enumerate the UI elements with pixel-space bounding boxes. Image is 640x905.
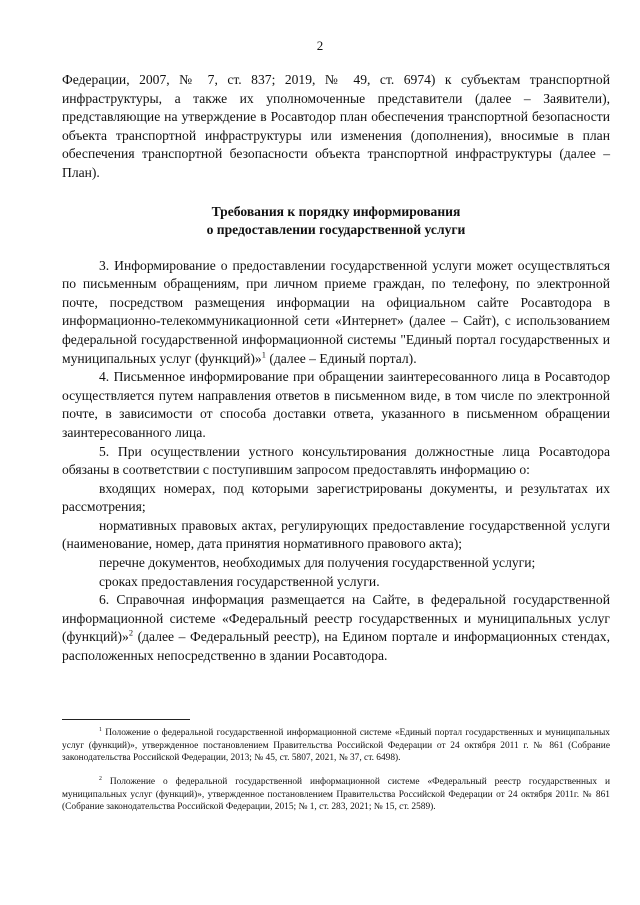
list-item-4: сроках предоставления государственной услуги.: [99, 573, 380, 589]
paragraph-6: [62, 591, 610, 665]
footnote-2: [62, 776, 610, 814]
footnote-2-text: Положение о федеральной государственной информационной системе «Федеральный реестр государственных и муниципальных услуг (функций)», утвержденное постановлением Правительства Российской Федерации от 24 октября 2011г. № 861 (Собрание законодательства Российской Федерации, 2015; № 1, ст. 283, 2021; № 15, ст. 2589).: [62, 777, 610, 813]
paragraph-3: [62, 257, 610, 369]
heading-line-2: о предоставлении государственной услуги: [206, 221, 466, 237]
list-item-1: входящих номерах, под которыми зарегистрированы документы, и результатах их рассмотрения;: [62, 480, 610, 515]
paragraph-3-end: (далее – Единый портал).: [265, 350, 417, 366]
footnote-2-mark: 2: [99, 775, 102, 782]
list-item-2: нормативных правовых актах, регулирующих предоставление государственной услуги (наименование, номер, дата принятия нормативного правового акта);: [62, 517, 610, 552]
list-item-3: перечне документов, необходимых для получения государственной услуги;: [99, 555, 536, 571]
footnote-ref-1[interactable]: 1: [261, 349, 266, 359]
document-body: [62, 71, 610, 666]
footnote-separator: [62, 719, 190, 720]
paragraph-4: 4. Письменное информирование при обращении заинтересованного лица в Росавтодор осуществляется путем направления ответов в письменном виде, в том числе по электронной почте, в зависимости от способа доставки ответа, указанного в письменном обращении заинтересованного лица.: [62, 369, 610, 440]
footnote-1-mark: 1: [99, 726, 102, 733]
heading-line-1: Требования к порядку информирования: [211, 203, 461, 219]
paragraph-6-text: 6. Справочная информация размещается на Сайте, в федеральной государственной информационной системе «Федеральный реестр государственных и муниципальных услуг (функций)»: [62, 592, 610, 645]
footnote-ref-2[interactable]: 2: [128, 627, 134, 638]
section-heading: [62, 203, 610, 239]
paragraph-3-text: 3. Информирование о предоставлении государственной услуги может осуществляться по письменным обращениям, при личном приеме граждан, по телефону, по электронной почте, посредством размещения информации на официальном сайте Росавтодора в информационно-телекоммуникационной сети «Интернет» (далее – Сайт), с использованием федеральной государственной информационной системы "Единый портал государственных и муниципальных услуг (функций)»: [62, 257, 610, 366]
footnote-1: [62, 727, 610, 765]
intro-paragraph: Федерации, 2007, № 7, ст. 837; 2019, № 49, ст. 6974) к субъектам транспортной инфраструктуры, а также их уполномоченные представители (далее – Заявители), представляющие на утверждение в Росавтодор план обеспечения транспортной безопасности объекта транспортной инфраструктуры или изменения (дополнения), вносимые в план обеспечения транспортной безопасности объекта транспортной инфраструктуры (далее – План).: [62, 72, 610, 180]
page-number: 2: [316, 38, 324, 53]
paragraph-6-end: (далее – Федеральный реестр), на Едином портале и информационных стендах, расположенных непосредственно в здании Росавтодора.: [62, 629, 610, 664]
footnote-1-text: Положение о федеральной государственной информационной системе «Единый портал государственных и муниципальных услуг (функций)», утвержденное постановлением Правительства Российской Федерации от 24 октября 2011 г. № 861 (Собрание законодательства Российской Федерации, 2013; № 45, ст. 5807, 2021, № 37, ст. 6498).: [62, 728, 610, 764]
paragraph-5: 5. При осуществлении устного консультирования должностные лица Росавтодора обязаны в соответствии с поступившим запросом предоставлять информацию о:: [62, 443, 610, 478]
